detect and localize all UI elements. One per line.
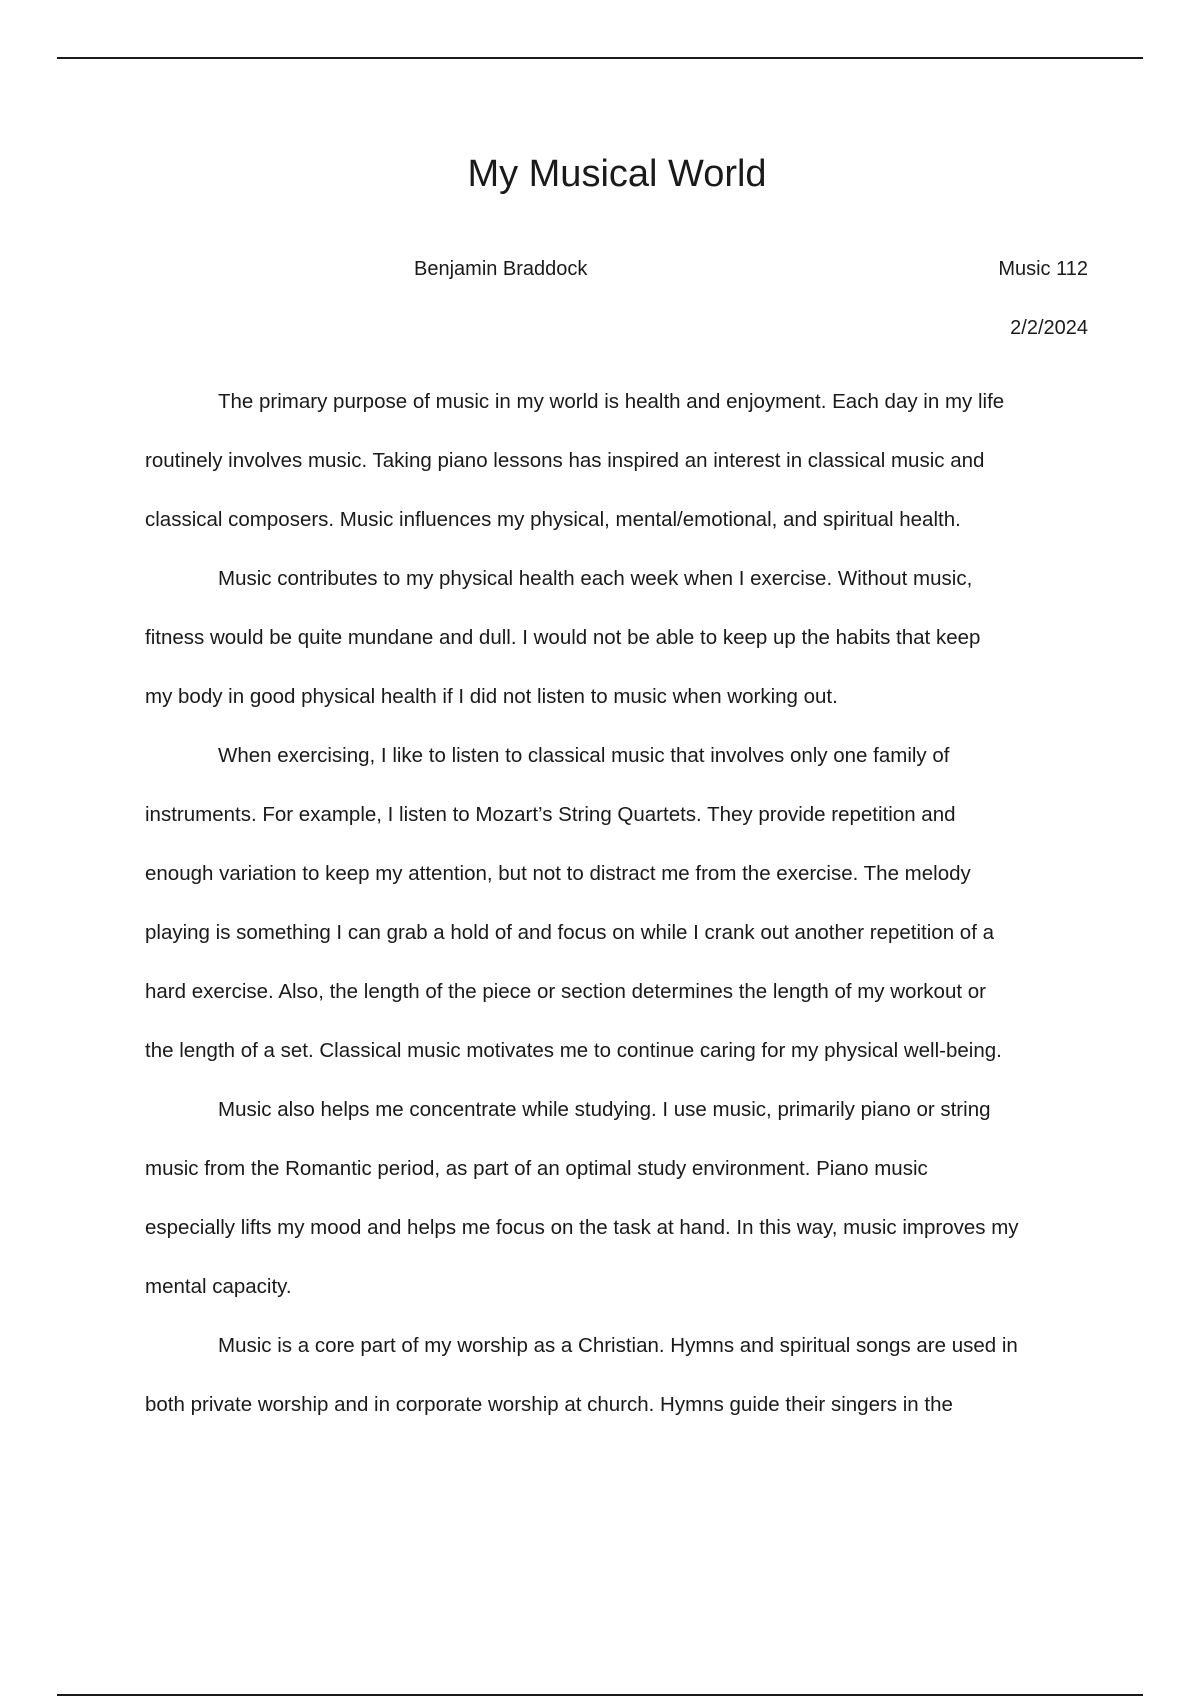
text-line: Music contributes to my physical health each week when I exercise. Without music, [218, 567, 973, 590]
text-line: Music is a core part of my worship as a Christian. Hymns and spiritual songs are used in [218, 1334, 1018, 1357]
paragraph [145, 1316, 1090, 1434]
text-line: Music also helps me concentrate while studying. I use music, primarily piano or string [218, 1098, 991, 1121]
text-line: When exercising, I like to listen to classical music that involves only one family of [218, 744, 950, 767]
header-rule [57, 57, 1143, 59]
text-line: both private worship and in corporate worship at church. Hymns guide their singers in the [145, 1393, 953, 1416]
text-line: music from the Romantic period, as part of an optimal study environment. Piano music [145, 1157, 928, 1180]
author-name: Benjamin Braddock [414, 258, 588, 280]
text-line: mental capacity. [145, 1275, 292, 1298]
text-line: the length of a set. Classical music motivates me to continue caring for my physical well-being. [145, 1039, 1002, 1062]
text-line: my body in good physical health if I did not listen to music when working out. [145, 685, 838, 708]
text-line: hard exercise. Also, the length of the piece or section determines the length of my workout or [145, 980, 986, 1003]
text-line: especially lifts my mood and helps me focus on the task at hand. In this way, music improves my [145, 1216, 1019, 1239]
page-title: My Musical World [467, 153, 767, 195]
text-line: enough variation to keep my attention, but not to distract me from the exercise. The melody [145, 862, 971, 885]
document-date: 2/2/2024 [1010, 317, 1088, 339]
footer-rule [57, 1694, 1143, 1696]
paragraph [145, 372, 1090, 549]
paragraph [145, 549, 1090, 726]
text-line: routinely involves music. Taking piano lessons has inspired an interest in classical music and [145, 449, 985, 472]
text-line: The primary purpose of music in my world is health and enjoyment. Each day in my life [218, 390, 1005, 413]
essay-body [145, 372, 1090, 1434]
text-line: fitness would be quite mundane and dull. I would not be able to keep up the habits that keep [145, 626, 981, 649]
text-line: playing is something I can grab a hold of and focus on while I crank out another repetition of a [145, 921, 994, 944]
text-line: classical composers. Music influences my physical, mental/emotional, and spiritual health. [145, 508, 961, 531]
paragraph [145, 1080, 1090, 1316]
course-name: Music 112 [998, 258, 1088, 280]
paragraph [145, 726, 1090, 1080]
text-line: instruments. For example, I listen to Mozart’s String Quartets. They provide repetition and [145, 803, 956, 826]
